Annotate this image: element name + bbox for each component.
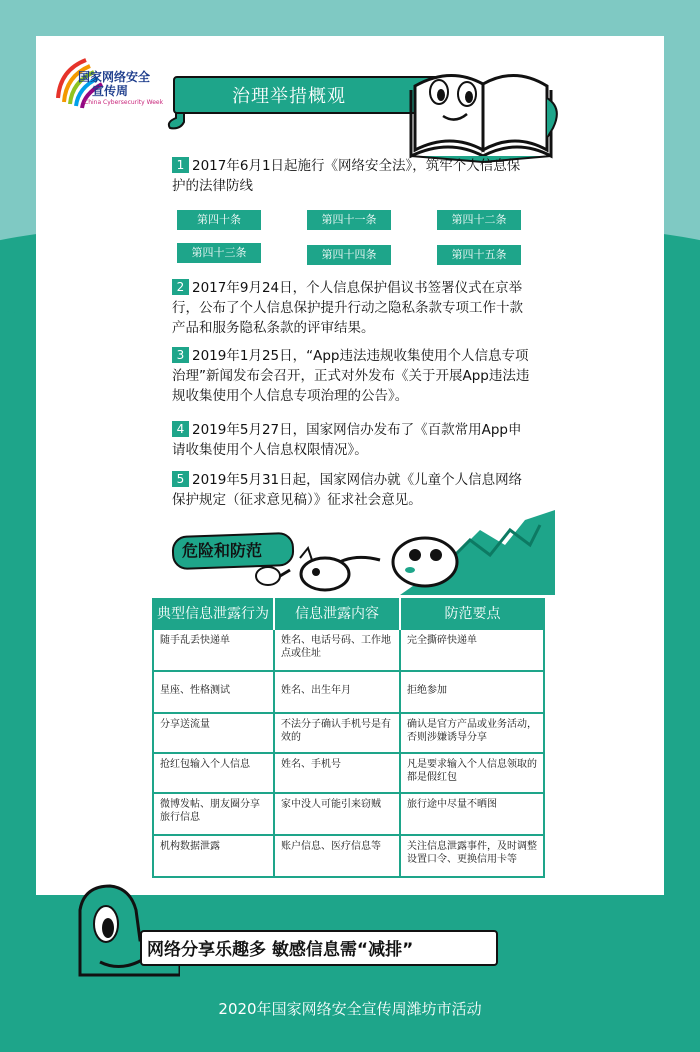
book-character-icon xyxy=(405,58,565,168)
table-cell: 姓名、手机号 xyxy=(274,753,400,793)
table-cell: 确认是官方产品或业务活动，否则涉嫌诱导分享 xyxy=(400,713,544,753)
risk-table xyxy=(152,598,545,878)
table-cell: 关注信息泄露事件，及时调整设置口令、更换信用卡等 xyxy=(400,835,544,877)
table-cell: 不法分子确认手机号是有效的 xyxy=(274,713,400,753)
section2-title: 危险和防范 xyxy=(182,541,263,560)
item-text: 2017年9月24日，个人信息保护倡议书签署仪式在京举行，公布了个人信息保护提升行动之隐私条款专项工作十款产品和服务隐私条款的评审结果。 xyxy=(172,280,523,336)
item-text: 2019年5月27日，国家网信办发布了《百款常用App申请收集使用个人信息权限情况》。 xyxy=(172,422,522,458)
table-cell: 凡是要求输入个人信息领取的都是假红包 xyxy=(400,753,544,793)
table-row xyxy=(153,629,544,671)
slogan: 网络分享乐趣多 敏感信息需“减排” xyxy=(147,940,414,960)
footer-text: 2020年国家网络安全宣传周潍坊市活动 xyxy=(218,1000,482,1018)
table-cell: 姓名、电话号码、工作地点或住址 xyxy=(274,629,400,671)
law-article-tag: 第四十条 xyxy=(177,210,261,230)
table-cell: 旅行途中尽量不晒图 xyxy=(400,793,544,835)
item-text: 2019年1月25日，“App违法违规收集使用个人信息专项治理”新闻发布会召开，正式对外发布《关于开展App违法违规收集使用个人信息专项治理的公告》。 xyxy=(172,348,530,404)
logo-line1: 国家网络安全 xyxy=(78,70,151,84)
table-cell: 微博发帖、朋友圈分享旅行信息 xyxy=(153,793,274,835)
logo-english: China Cybersecurity Week xyxy=(84,99,164,106)
table-header: 信息泄露内容 xyxy=(274,598,400,629)
table-row xyxy=(153,835,544,877)
item-number: 5 xyxy=(172,471,189,487)
table-header: 防范要点 xyxy=(444,606,501,622)
item-text: 2017年6月1日起施行《网络安全法》，筑牢个人信息保护的法律防线 xyxy=(172,158,521,194)
table-cell: 账户信息、医疗信息等 xyxy=(274,835,400,877)
table-cell: 分享送流量 xyxy=(153,713,274,753)
table-row xyxy=(153,713,544,753)
item-number: 4 xyxy=(172,421,189,437)
law-article-tag: 第四十二条 xyxy=(437,210,521,230)
table-row xyxy=(153,671,544,713)
table-cell: 机构数据泄露 xyxy=(153,835,274,877)
cartoon-scene-icon xyxy=(250,500,560,600)
measure-item-3 xyxy=(172,346,532,406)
logo-text xyxy=(78,70,150,98)
measure-item-4 xyxy=(172,420,532,460)
table-cell: 家中没人可能引来窃贼 xyxy=(274,793,400,835)
item-number: 1 xyxy=(172,157,189,173)
law-article-tag: 第四十一条 xyxy=(307,210,391,230)
table-row xyxy=(153,793,544,835)
table-header-row xyxy=(153,598,544,629)
law-article-tag: 第四十五条 xyxy=(437,245,521,265)
table-cell: 拒绝参加 xyxy=(400,671,544,713)
item-number: 3 xyxy=(172,347,189,363)
table-header: 典型信息泄露行为 xyxy=(153,598,274,629)
table-cell: 星座、性格测试 xyxy=(153,671,274,713)
item-text: 2019年5月31日起，国家网信办就《儿童个人信息网络保护规定（征求意见稿）》征求社会意见。 xyxy=(172,472,523,508)
table-cell: 完全撕碎快递单 xyxy=(400,629,544,671)
law-article-tag: 第四十三条 xyxy=(177,243,261,263)
table-cell: 随手乱丢快递单 xyxy=(153,629,274,671)
table-row xyxy=(153,753,544,793)
table-cell: 姓名、出生年月 xyxy=(274,671,400,713)
measure-item-1 xyxy=(172,156,532,196)
logo-line2: 宣传周 xyxy=(92,84,129,98)
section1-title: 治理举措概观 xyxy=(232,86,346,107)
table-cell: 抢红包输入个人信息 xyxy=(153,753,274,793)
law-article-tag: 第四十四条 xyxy=(307,245,391,265)
item-number: 2 xyxy=(172,279,189,295)
measure-item-2 xyxy=(172,278,532,338)
